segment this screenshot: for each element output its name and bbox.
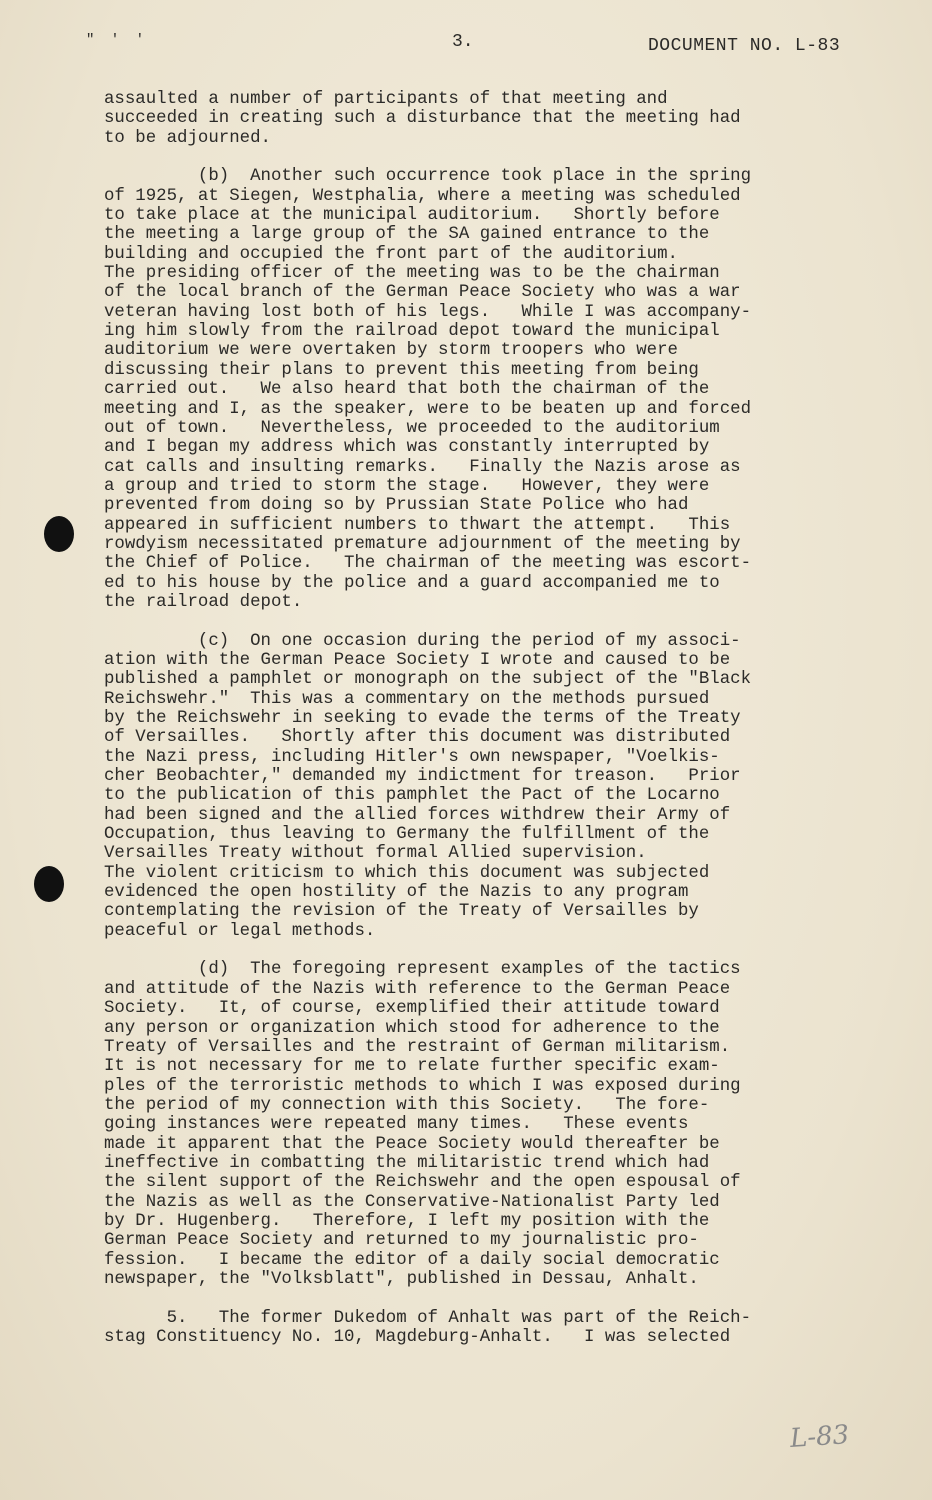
text-line: the Nazi press, including Hitler's own newspaper, "Voelkis- <box>104 747 720 767</box>
paragraph <box>104 1309 834 1348</box>
text-line: the period of my connection with this Society. The fore- <box>104 1095 710 1115</box>
page-number: 3. <box>452 32 474 52</box>
text-line: made it apparent that the Peace Society would thereafter be <box>104 1134 720 1154</box>
text-line: meeting and I, as the speaker, were to be beaten up and forced <box>104 399 752 419</box>
text-line: discussing their plans to prevent this meeting from being <box>104 360 699 380</box>
text-line: published a pamphlet or monograph on the subject of the "Black <box>104 670 752 690</box>
text-line: by Dr. Hugenberg. Therefore, I left my position with the <box>104 1211 710 1231</box>
text-line: of 1925, at Siegen, Westphalia, where a meeting was scheduled <box>104 186 741 206</box>
paragraph <box>104 960 834 1289</box>
punch-hole <box>44 516 74 552</box>
text-line: ineffective in combatting the militaristic trend which had <box>104 1153 710 1173</box>
text-line: had been signed and the allied forces withdrew their Army of <box>104 805 731 825</box>
text-line: the meeting a large group of the SA gained entrance to the <box>104 225 710 245</box>
text-line: the railroad depot. <box>104 592 303 612</box>
text-line: 5. The former Dukedom of Anhalt was part of the Reich- <box>104 1308 752 1328</box>
text-line: German Peace Society and returned to my journalistic pro- <box>104 1231 699 1251</box>
text-line: evidenced the open hostility of the Nazis to any program <box>104 883 689 903</box>
text-line: a group and tried to storm the stage. However, they were <box>104 476 710 496</box>
text-line: the silent support of the Reichswehr and the open espousal of <box>104 1173 741 1193</box>
text-line: rowdyism necessitated premature adjournment of the meeting by <box>104 534 741 554</box>
text-line: peaceful or legal methods. <box>104 921 376 941</box>
text-line: ed to his house by the police and a guard accompanied me to <box>104 573 720 593</box>
text-line: stag Constituency No. 10, Magdeburg-Anhalt. I was selected <box>104 1328 731 1347</box>
text-line: It is not necessary for me to relate further specific exam- <box>104 1057 720 1077</box>
paragraph <box>104 167 834 612</box>
text-line: Versailles Treaty without formal Allied supervision. <box>104 844 647 864</box>
paragraph <box>104 90 834 148</box>
text-line: to take place at the municipal auditorium. Shortly before <box>104 206 720 226</box>
text-line: the Chief of Police. The chairman of the meeting was escort- <box>104 554 752 574</box>
text-line: building and occupied the front part of the auditorium. <box>104 244 678 264</box>
text-line: contemplating the revision of the Treaty of Versailles by <box>104 902 699 922</box>
corner-marks: " ' ' <box>86 32 149 48</box>
text-line: carried out. We also heard that both the chairman of the <box>104 380 710 400</box>
text-line: ation with the German Peace Society I wrote and caused to be <box>104 650 731 670</box>
text-line: newspaper, the "Volksblatt", published in Dessau, Anhalt. <box>104 1269 699 1289</box>
handwritten-document-number: L-83 <box>789 1419 851 1455</box>
text-line: Society. It, of course, exemplified their attitude toward <box>104 999 720 1019</box>
text-line: ing him slowly from the railroad depot toward the municipal <box>104 322 720 342</box>
text-line: prevented from doing so by Prussian State Police who had <box>104 496 689 516</box>
text-line: succeeded in creating such a disturbance that the meeting had <box>104 109 741 129</box>
text-line: cat calls and insulting remarks. Finally the Nazis arose as <box>104 457 741 477</box>
text-line: assaulted a number of participants of that meeting and <box>104 90 668 109</box>
text-line: any person or organization which stood for adherence to the <box>104 1018 720 1038</box>
text-line: Treaty of Versailles and the restraint of German militarism. <box>104 1037 731 1057</box>
punch-hole <box>34 866 64 902</box>
text-line: ples of the terroristic methods to which I was exposed during <box>104 1076 741 1096</box>
text-line: Occupation, thus leaving to Germany the fulfillment of the <box>104 825 710 845</box>
text-line: appeared in sufficient numbers to thwart the attempt. This <box>104 515 731 535</box>
text-line: (d) The foregoing represent examples of the tactics <box>104 960 741 980</box>
text-line: to be adjourned. <box>104 128 271 148</box>
text-line: auditorium we were overtaken by storm troopers who were <box>104 341 678 361</box>
text-line: Reichswehr." This was a commentary on the methods pursued <box>104 689 710 709</box>
text-line: going instances were repeated many times. These events <box>104 1115 689 1135</box>
text-line: veteran having lost both of his legs. While I was accompany- <box>104 302 752 322</box>
text-line: out of town. Nevertheless, we proceeded to the auditorium <box>104 418 720 438</box>
text-line: of the local branch of the German Peace Society who was a war <box>104 283 741 303</box>
document-id: DOCUMENT NO. L-83 <box>648 36 841 56</box>
text-line: the Nazis as well as the Conservative-Nationalist Party led <box>104 1192 720 1212</box>
paragraph <box>104 632 834 942</box>
text-line: and I began my address which was constantly interrupted by <box>104 438 710 458</box>
text-line: The presiding officer of the meeting was to be the chairman <box>104 264 720 284</box>
text-line: by the Reichswehr in seeking to evade the terms of the Treaty <box>104 709 741 728</box>
text-line: (c) On one occasion during the period of my associ- <box>104 631 741 651</box>
text-line: and attitude of the Nazis with reference to the German Peace <box>104 979 731 999</box>
text-line: cher Beobachter," demanded my indictment for treason. Prior <box>104 767 741 787</box>
text-line: of Versailles. Shortly after this document was distributed <box>104 728 731 748</box>
text-line: fession. I became the editor of a daily social democratic <box>104 1250 720 1270</box>
document-body <box>104 90 834 1367</box>
text-line: The violent criticism to which this document was subjected <box>104 863 710 883</box>
text-line: (b) Another such occurrence took place in the spring <box>104 167 752 187</box>
text-line: to the publication of this pamphlet the Pact of the Locarno <box>104 786 720 806</box>
